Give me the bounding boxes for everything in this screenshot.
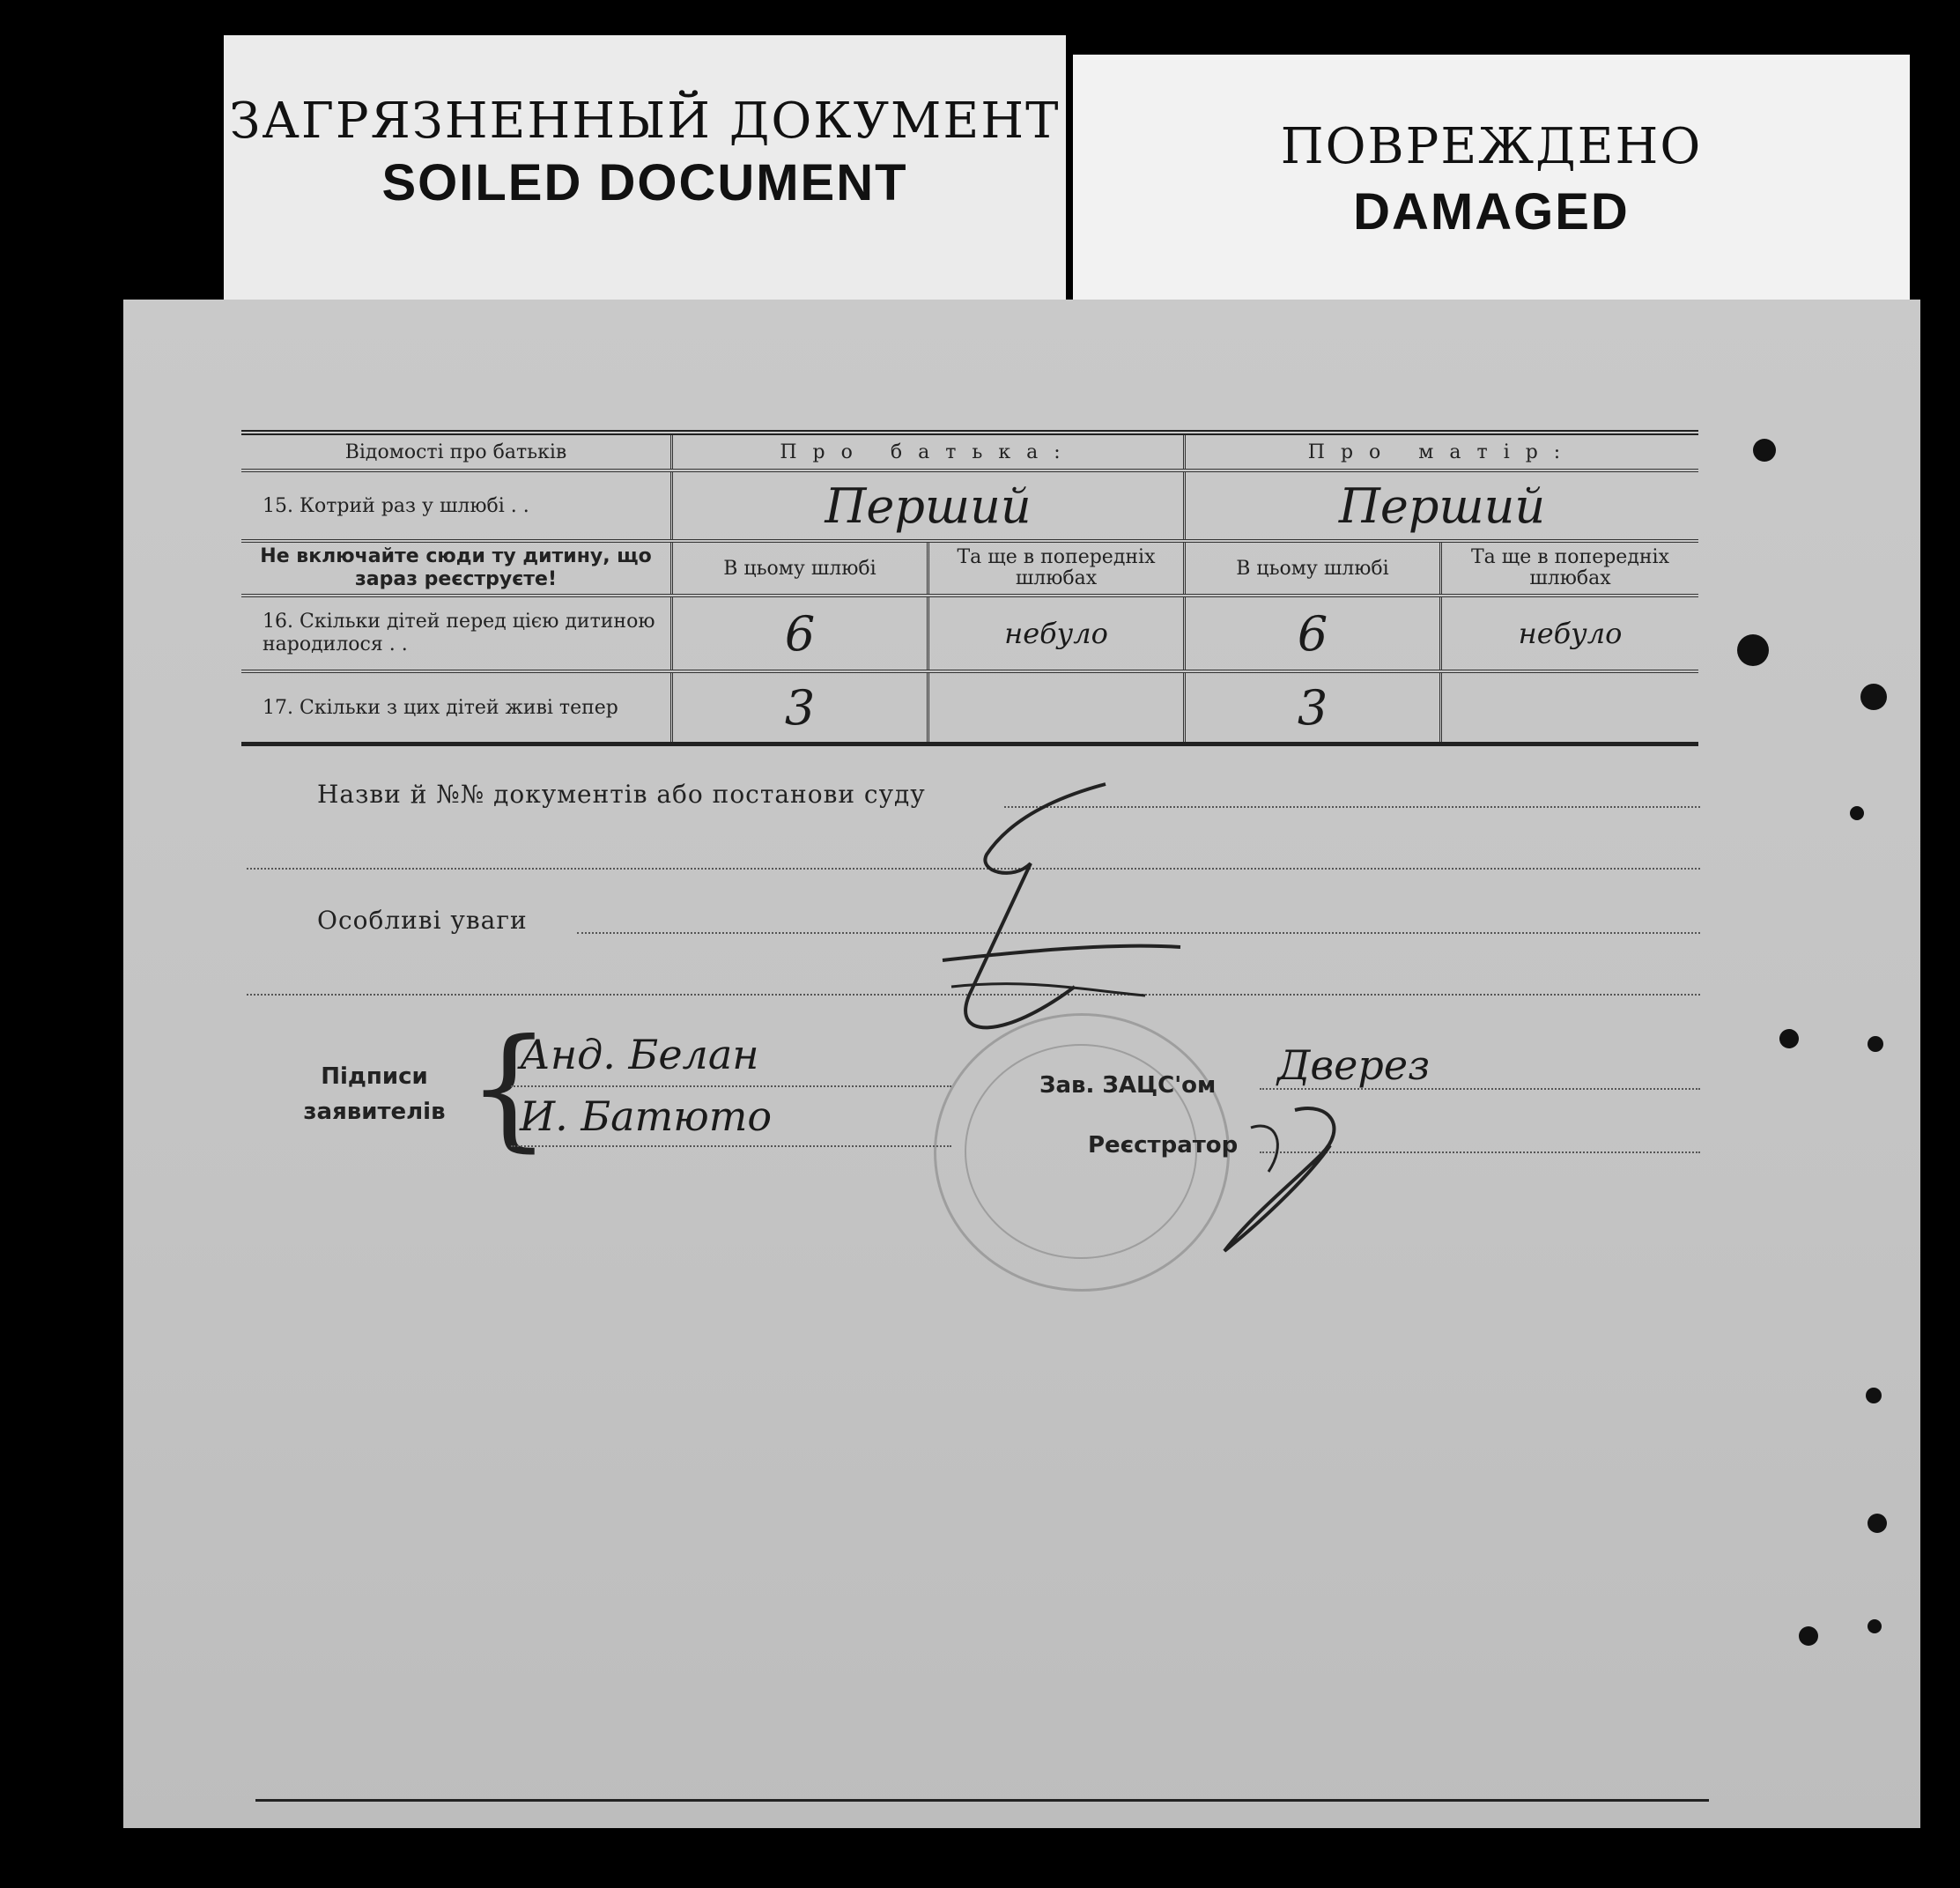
punch-hole [1753,439,1776,462]
row15-father-value: Перший [673,472,1186,539]
label-en-text: SOILED DOCUMENT [381,154,908,211]
parents-info-table [241,430,1698,746]
punch-hole [1866,1388,1882,1403]
label-ru-text: ЗАГРЯЗНЕННЫЙ ДОКУМЕНТ [229,93,1061,150]
head-signature: Дверез [1277,1041,1431,1089]
table-row [241,673,1698,742]
note-label: Не включайте сюди ту дитину, що зараз реєструєте! [241,543,673,594]
punch-hole [1860,684,1887,710]
father-prev-marriage-header: Та ще в попередніх шлюбах [929,543,1186,594]
soiled-document-label [224,35,1066,300]
punch-hole [1868,1619,1882,1633]
row16-father-this: 6 [673,597,929,670]
head-label: Зав. ЗАЦС'ом [1039,1072,1217,1099]
punch-hole [1779,1029,1799,1048]
registrar-signature-mark [1198,1092,1392,1260]
header-label: Відомості про батьків [241,435,673,469]
applicant-2-line [511,1145,951,1147]
table-row [241,472,1698,543]
row16-mother-this: 6 [1186,597,1442,670]
header-mother: Про матір: [1307,441,1577,463]
mother-prev-marriage-header: Та ще в попередніх шлюбах [1471,546,1669,589]
row15-mother-value: Перший [1338,478,1546,534]
table-header-row [241,435,1698,472]
label-en-text: DAMAGED [1353,183,1630,241]
punch-hole [1799,1626,1818,1646]
punch-hole [1868,1036,1883,1052]
brace-mark: { [467,1011,551,1165]
header-father: Про батька: [673,435,1186,469]
applicant-1-line [511,1085,951,1087]
punch-hole [1868,1514,1887,1533]
table-row [241,543,1698,597]
row17-father-prev [929,673,1186,742]
punch-hole [1737,634,1769,666]
father-this-marriage-header: В цьому шлюбі [673,543,929,594]
row16-father-prev: небуло [929,597,1186,670]
applicant-2-signature: И. Батюто [520,1092,773,1140]
head-line [1260,1088,1700,1090]
row17-mother-this: 3 [1186,673,1442,742]
mother-this-marriage-header: В цьому шлюбі [1186,543,1442,594]
punch-hole [1850,806,1864,820]
label-ru-text: ПОВРЕЖДЕНО [1280,118,1703,175]
registrar-label: Реєстратор [1088,1132,1239,1159]
remarks-label: Особливі уваги [317,906,528,935]
row17-label: 17. Скільки з цих дітей живі тепер [241,673,673,742]
row15-label: 15. Котрий раз у шлюбі . . [241,472,673,539]
damaged-label [1073,55,1910,306]
documents-label: Назви й №№ документів або постанови суду [317,780,926,809]
table-row [241,597,1698,673]
record-sheet [123,300,1920,1828]
applicant-1-signature: Анд. Белан [520,1031,759,1078]
applicants-label: Підписи заявителів [303,1063,446,1125]
bottom-rule [255,1799,1709,1802]
row17-mother-prev [1442,673,1698,742]
row16-label: 16. Скільки дітей перед цією дитиною народилося . . [241,597,673,670]
row17-father-this: 3 [673,673,929,742]
row16-mother-prev: небуло [1518,617,1623,650]
